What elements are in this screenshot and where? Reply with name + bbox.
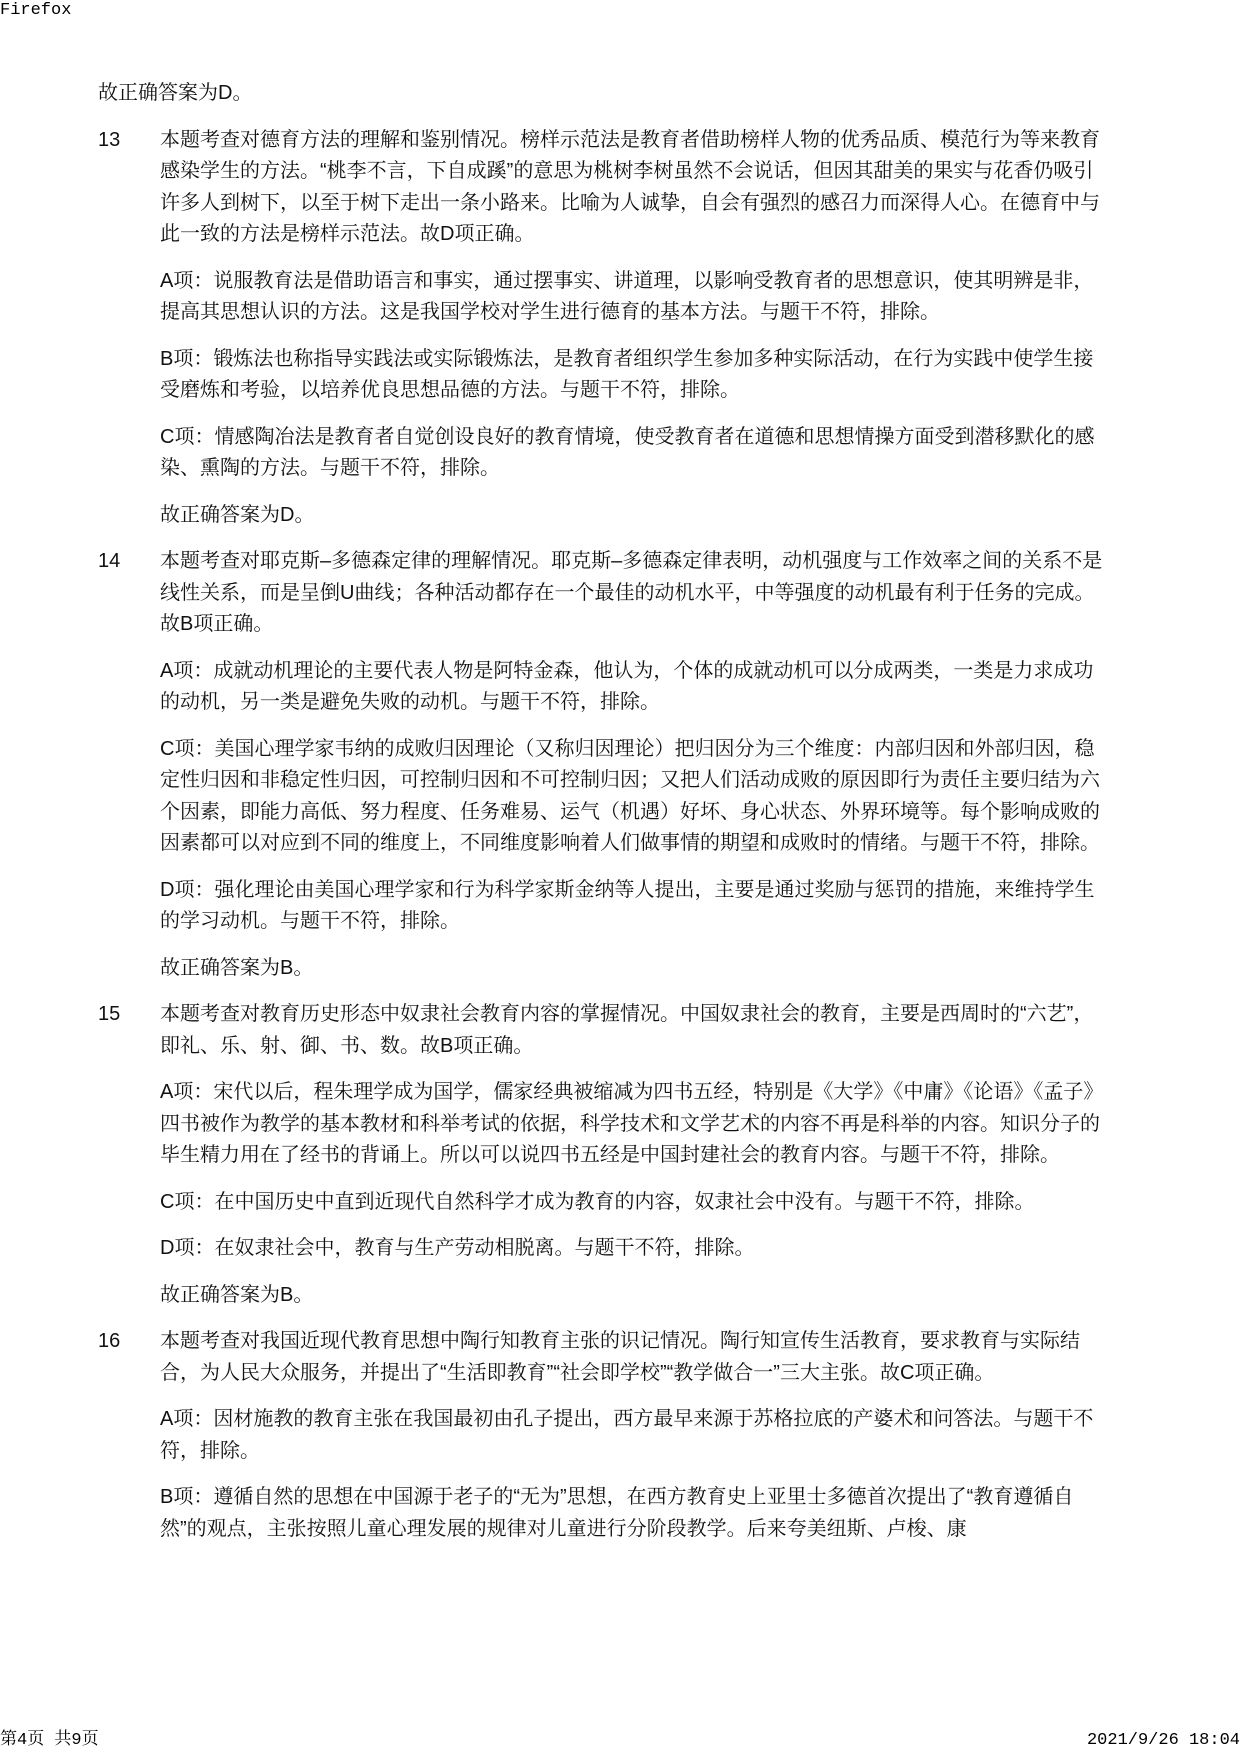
question-number: 15 <box>98 1003 121 1025</box>
question-13 <box>98 125 1108 251</box>
question-16 <box>98 1326 1108 1389</box>
option-a-explanation: A项：宋代以后，程朱理学成为国学，儒家经典被缩减为四书五经，特别是《大学》《中庸》《论语》《孟子》四书被作为教学的基本教材和科举考试的依据，科学技术和文学艺术的内容不再是科举的内容。知识分子的毕生精力用在了经书的背诵上。所以可以说四书五经是中国封建社会的教育内容。与题干不符，排除。 <box>160 1081 1104 1166</box>
question-number: 16 <box>98 1330 121 1352</box>
previous-answer: 故正确答案为D。 <box>98 82 253 104</box>
question-stem: 本题考查对我国近现代教育思想中陶行知教育主张的识记情况。陶行知宣传生活教育，要求教育与实际结合，为人民大众服务，并提出了“生活即教育”“社会即学校”“教学做合一”三大主张。故C项正确。 <box>160 1330 1080 1384</box>
option-c-explanation: C项：美国心理学家韦纳的成败归因理论（又称归因理论）把归因分为三个维度：内部归因和外部归因，稳定性归因和非稳定性归因，可控制归因和不可控制归因；又把人们活动成败的原因即行为责任主要归结为六个因素，即能力高低、努力程度、任务难易、运气（机遇）好坏、身心状态、外界环境等。每个影响成败的因素都可以对应到不同的维度上，不同维度影响着人们做事情的期望和成败时的情绪。与题干不符，排除。 <box>160 737 1100 854</box>
document-content <box>98 78 1108 1560</box>
question-14 <box>98 546 1108 641</box>
question-stem: 本题考查对德育方法的理解和鉴别情况。榜样示范法是教育者借助榜样人物的优秀品质、模范行为等来教育感染学生的方法。“桃李不言，下自成蹊”的意思为桃树李树虽然不会说话，但因其甜美的果实与花香仍吸引许多人到树下，以至于树下走出一条小路来。比喻为人诚挚，自会有强烈的感召力而深得人心。在德育中与此一致的方法是榜样示范法。故D项正确。 <box>160 128 1100 245</box>
correct-answer: 故正确答案为B。 <box>160 956 314 979</box>
question-15 <box>98 999 1108 1062</box>
correct-answer: 故正确答案为D。 <box>160 503 315 526</box>
correct-answer: 故正确答案为B。 <box>160 1283 314 1306</box>
option-a-explanation: A项：成就动机理论的主要代表人物是阿特金森，他认为，个体的成就动机可以分成两类，一类是力求成功的动机，另一类是避免失败的动机。与题干不符，排除。 <box>160 659 1094 713</box>
option-a-explanation: A项：因材施教的教育主张在我国最初由孔子提出，西方最早来源于苏格拉底的产婆术和问答法。与题干不符，排除。 <box>160 1408 1094 1462</box>
option-d-explanation: D项：强化理论由美国心理学家和行为科学家斯金纳等人提出，主要是通过奖励与惩罚的措施，来维持学生的学习动机。与题干不符，排除。 <box>160 878 1095 932</box>
option-c-explanation: C项：在中国历史中直到近现代自然科学才成为教育的内容，奴隶社会中没有。与题干不符，排除。 <box>160 1190 1035 1213</box>
option-d-explanation: D项：在奴隶社会中，教育与生产劳动相脱离。与题干不符，排除。 <box>160 1237 755 1259</box>
option-c-explanation: C项：情感陶冶法是教育者自觉创设良好的教育情境，使受教育者在道德和思想情操方面受到潜移默化的感染、熏陶的方法。与题干不符，排除。 <box>160 425 1095 479</box>
question-stem: 本题考查对教育历史形态中奴隶社会教育内容的掌握情况。中国奴隶社会的教育，主要是西周时的“六艺”，即礼、乐、射、御、书、数。故B项正确。 <box>160 1003 1094 1057</box>
question-number: 13 <box>98 128 121 151</box>
question-number: 14 <box>98 550 121 572</box>
question-stem: 本题考查对耶克斯–多德森定律的理解情况。耶克斯–多德森定律表明，动机强度与工作效率之间的关系不是线性关系，而是呈倒U曲线；各种活动都存在一个最佳的动机水平，中等强度的动机最有利于任务的完成。故B项正确。 <box>160 550 1103 635</box>
option-a-explanation: A项：说服教育法是借助语言和事实，通过摆事实、讲道理，以影响受教育者的思想意识，使其明辨是非，提高其思想认识的方法。这是我国学校对学生进行德育的基本方法。与题干不符，排除。 <box>160 269 1094 323</box>
option-b-explanation: B项：锻炼法也称指导实践法或实际锻炼法，是教育者组织学生参加多种实际活动，在行为实践中使学生接受磨炼和考验，以培养优良思想品德的方法。与题干不符，排除。 <box>160 347 1094 401</box>
print-datetime: 2021/9/26 18:04 <box>1086 1731 1240 1750</box>
page-indicator: 第4页 共9页 <box>0 1731 99 1750</box>
option-b-explanation: B项：遵循自然的思想在中国源于老子的“无为”思想，在西方教育史上亚里士多德首次提出了“教育遵循自然”的观点，主张按照儿童心理发展的规律对儿童进行分阶段教学。后来夸美纽斯、卢梭、康 <box>160 1486 1074 1540</box>
browser-title: Firefox <box>0 1 72 20</box>
